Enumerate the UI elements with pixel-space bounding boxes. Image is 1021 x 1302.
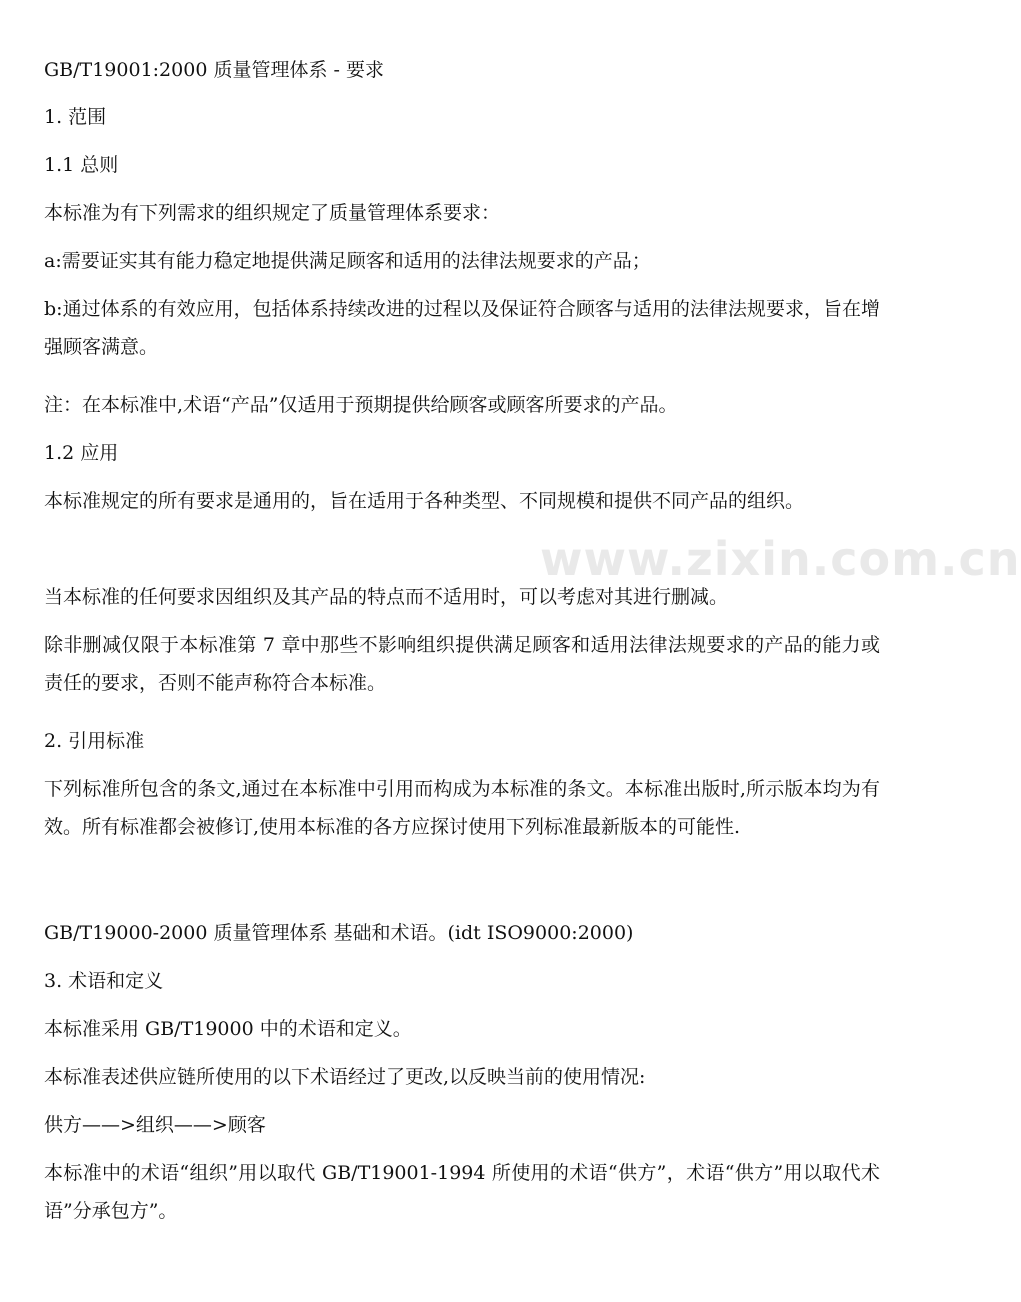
paragraph: 本标准为有下列需求的组织规定了质量管理体系要求： (44, 202, 501, 224)
paragraph: 本标准中的术语“组织”用以取代 GB/T19001-1994 所使用的术语“供方”，术语“供方”用以取代术语”分承包方”。 (44, 1162, 880, 1222)
watermark: www.zixin.com.cn (540, 532, 1021, 586)
paragraph: 下列标准所包含的条文,通过在本标准中引用而构成为本标准的条文。本标准出版时,所示版本均为有效。所有标准都会被修订,使用本标准的各方应探讨使用下列标准最新版本的可能性. (44, 778, 880, 838)
section-heading-scope: 1. 范围 (44, 106, 107, 128)
document-title: GB/T19001:2000 质量管理体系 - 要求 (44, 59, 384, 81)
paragraph: 本标准表述供应链所使用的以下术语经过了更改,以反映当前的使用情况: (44, 1066, 646, 1088)
section-heading-terms: 3. 术语和定义 (44, 970, 164, 992)
section-heading-references: 2. 引用标准 (44, 730, 145, 752)
reference-item: GB/T19000-2000 质量管理体系 基础和术语。(idt ISO9000:2000) (44, 922, 634, 944)
paragraph: 本标准规定的所有要求是通用的，旨在适用于各种类型、不同规模和提供不同产品的组织。 (44, 490, 805, 512)
note-paragraph: 注：在本标准中,术语“产品”仅适用于预期提供给顾客或顾客所要求的产品。 (44, 394, 678, 416)
list-item-a: a:需要证实其有能力稳定地提供满足顾客和适用的法律法规要求的产品； (44, 250, 651, 272)
paragraph: 除非删减仅限于本标准第 7 章中那些不影响组织提供满足顾客和适用法律法规要求的产品的能力或责任的要求，否则不能声称符合本标准。 (44, 634, 880, 694)
subsection-heading-general: 1.1 总则 (44, 154, 119, 176)
supply-chain-line: 供方——>组织——>顾客 (44, 1114, 266, 1136)
list-item-b: b:通过体系的有效应用，包括体系持续改进的过程以及保证符合顾客与适用的法律法规要求，旨在增强顾客满意。 (44, 298, 880, 358)
subsection-heading-application: 1.2 应用 (44, 442, 119, 464)
paragraph: 本标准采用 GB/T19000 中的术语和定义。 (44, 1018, 412, 1040)
paragraph: 当本标准的任何要求因组织及其产品的特点而不适用时，可以考虑对其进行删减。 (44, 586, 729, 608)
